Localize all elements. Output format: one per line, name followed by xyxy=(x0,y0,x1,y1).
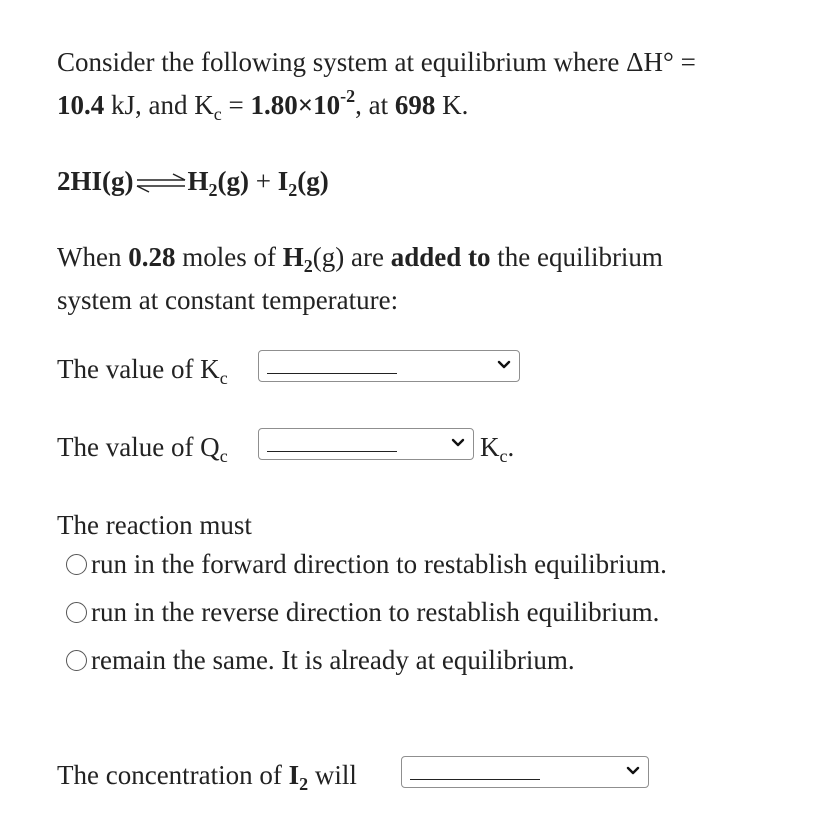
qc-comparison-suffix: $K_c$. xyxy=(480,432,515,466)
radio-reverse[interactable] xyxy=(66,602,87,623)
dropdown-blank-line xyxy=(410,779,540,780)
added-amount: 0.28 xyxy=(128,242,176,272)
qc-dropdown[interactable] xyxy=(258,428,474,460)
option-reverse[interactable]: run in the reverse direction to restablish equilibrium. xyxy=(66,595,659,629)
kc-value: 1.80×10 xyxy=(250,90,341,120)
delta-h-value: 10.4 xyxy=(57,90,105,120)
radio-remain[interactable] xyxy=(66,650,87,671)
intro-line-2: 10.4 kJ, and $K_c = 1.80\times 10^{-2}$, at 698 K. xyxy=(57,86,469,124)
reaction-must-label: The reaction must xyxy=(57,510,252,540)
reaction-equation: 2HI(g) $H_2(g) + I_2(g)$ xyxy=(57,166,329,200)
i2-question-label: The concentration of $I_2$ will xyxy=(57,760,357,794)
intro-line-1: Consider the following system at equilibrium where ΔH° = xyxy=(57,47,696,77)
option-remain[interactable]: remain the same. It is already at equilibrium. xyxy=(66,643,575,677)
i2-species: $I_2$ xyxy=(288,760,309,794)
change-line-2: system at constant temperature: xyxy=(57,285,399,315)
dropdown-blank-line xyxy=(267,373,397,374)
reactant: 2HI(g) xyxy=(57,166,134,196)
qc-question-label: The value of $Q_c$ xyxy=(57,432,228,466)
kc-exponent: -2 xyxy=(340,86,356,106)
added-species: $H_2$ xyxy=(282,242,313,276)
equilibrium-arrow-icon xyxy=(135,173,187,193)
chevron-down-icon xyxy=(626,766,640,776)
option-forward[interactable]: run in the forward direction to restablish equilibrium. xyxy=(66,547,667,581)
i2-concentration-dropdown[interactable] xyxy=(401,756,649,788)
chevron-down-icon xyxy=(451,438,465,448)
dropdown-blank-line xyxy=(267,451,397,452)
product-i2: $I_2(g)$ xyxy=(277,166,329,200)
chevron-down-icon xyxy=(497,360,511,370)
kc-dropdown[interactable] xyxy=(258,350,520,382)
change-line-1: When 0.28 moles of $H_2(g)$ are added to the equilibrium xyxy=(57,242,663,276)
radio-forward[interactable] xyxy=(66,554,87,575)
kc-question-label: The value of $K_c$ xyxy=(57,354,228,388)
change-action: added to xyxy=(390,242,491,272)
product-h2: $H_2(g)$ xyxy=(187,166,249,200)
delta-h-symbol: ΔH° xyxy=(626,47,674,77)
temperature-value: 698 xyxy=(394,90,436,120)
